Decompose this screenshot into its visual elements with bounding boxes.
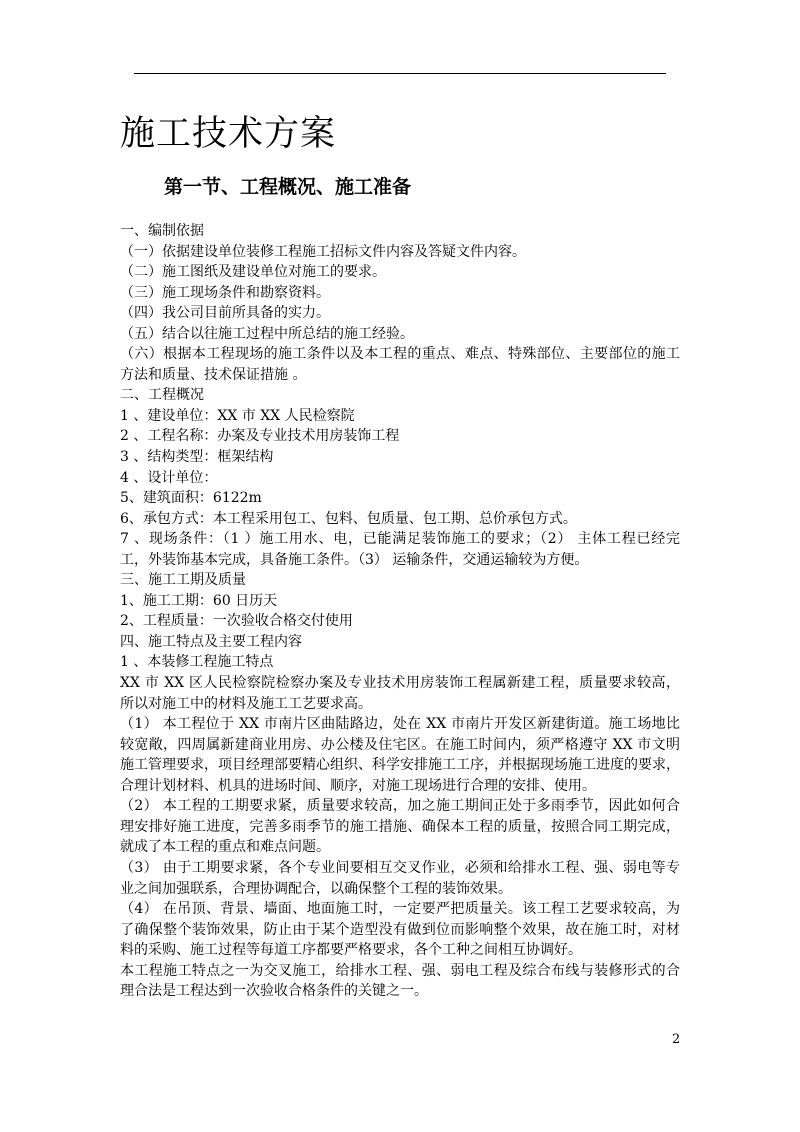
text-line: 理合法是工程达到一次验收合格条件的关键之一。: [120, 983, 428, 1000]
text-line: 理安排好施工进度，完善多雨季节的施工措施、确保本工程的质量，按照合同工期完成，: [120, 818, 680, 835]
text-line: 6、承包方式：本工程采用包工、包料、包质量、包工期、总价承包方式。: [120, 510, 577, 527]
header-rule: [134, 73, 666, 74]
document-body: [120, 221, 680, 1002]
text-line: 1 、建设单位：XX 市 XX 人民检察院: [120, 407, 355, 424]
text-line: 4 、设计单位：: [120, 469, 218, 486]
text-line: 较宽敞，四周属新建商业用房、办公楼及住宅区。在施工时间内，须严格遵守 XX 市文明: [120, 736, 680, 753]
text-line: （二）施工图纸及建设单位对施工的要求。: [120, 264, 386, 281]
text-line: （五）结合以往施工过程中所总结的施工经验。: [120, 325, 414, 342]
text-line: 施工管理要求，项目经理部要精心组织、科学安排施工工序，并根据现场施工进度的要求，: [120, 757, 680, 774]
text-line: XX 市 XX 区人民检察院检察办案及专业技术用房装饰工程属新建工程，质量要求较高，: [120, 675, 680, 692]
heading-features: 四、施工特点及主要工程内容: [120, 633, 302, 650]
text-line: 合理计划材料、机具的进场时间、顺序，对施工现场进行合理的安排、使用。: [120, 777, 596, 794]
text-line: （四）我公司目前所具备的实力。: [120, 305, 330, 322]
text-line: （4） 在吊顶、背景、墙面、地面施工时，一定要严把质量关。该工程工艺要求较高，为: [120, 901, 680, 918]
text-line: 1 、本装修工程施工特点: [120, 654, 274, 671]
text-line: 方法和质量、技术保证措施 。: [120, 366, 307, 383]
page-number: 2: [672, 1032, 681, 1047]
text-line: 就成了本工程的重点和难点问题。: [120, 839, 330, 856]
text-line: 5、建筑面积：6122m: [120, 490, 262, 507]
text-line: （一）依据建设单位装修工程施工招标文件内容及答疑文件内容。: [120, 243, 526, 260]
text-line: 3 、结构类型：框架结构: [120, 449, 274, 466]
heading-basis: 一、编制依据: [120, 223, 204, 239]
text-line: 业之间加强联系，合理协调配合，以确保整个工程的装饰效果。: [120, 880, 512, 897]
text-line: 了确保整个装饰效果，防止由于某个造型没有做到位而影响整个效果，故在施工时，对材: [120, 921, 680, 938]
document-title: 施工技术方案: [120, 114, 337, 154]
text-line: （1） 本工程位于 XX 市南片区曲陆路边，处在 XX 市南片开发区新建街道。施工场地比: [120, 716, 680, 733]
text-line: （六）根据本工程现场的施工条件以及本工程的重点、难点、特殊部位、主要部位的施工: [120, 346, 680, 363]
section-title: 第一节、工程概况、施工准备: [164, 176, 412, 198]
text-line: 料的采购、施工过程等每道工序都要严格要求，各个工种之间相互协调好。: [120, 942, 582, 959]
text-line: 本工程施工特点之一为交叉施工，给排水工程、强、弱电工程及综合布线与装修形式的合: [120, 962, 680, 979]
text-line: 工，外装饰基本完成，具备施工条件。（3） 运输条件，交通运输较为方便。: [120, 551, 589, 568]
text-line: 所以对施工中的材料及施工工艺要求高。: [120, 695, 372, 712]
text-line: 2、工程质量：一次验收合格交付使用: [120, 613, 353, 630]
text-line: （3） 由于工期要求紧，各个专业间要相互交叉作业，必须和给排水工程、强、弱电等专: [120, 859, 680, 876]
text-line: 7 、现场条件：（1 ）施工用水、电，已能满足装饰施工的要求；（2） 主体工程已经完: [120, 531, 680, 548]
text-line: （2） 本工程的工期要求紧，质量要求较高，加之施工期间正处于多雨季节，因此如何合: [120, 798, 680, 815]
heading-schedule: 三、施工工期及质量: [120, 572, 246, 589]
text-line: 2 、工程名称：办案及专业技术用房装饰工程: [120, 428, 400, 445]
text-line: （三）施工现场条件和勘察资料。: [120, 284, 330, 301]
heading-overview: 二、工程概况: [120, 387, 204, 404]
text-line: 1、施工工期：60 日历天: [120, 592, 278, 609]
